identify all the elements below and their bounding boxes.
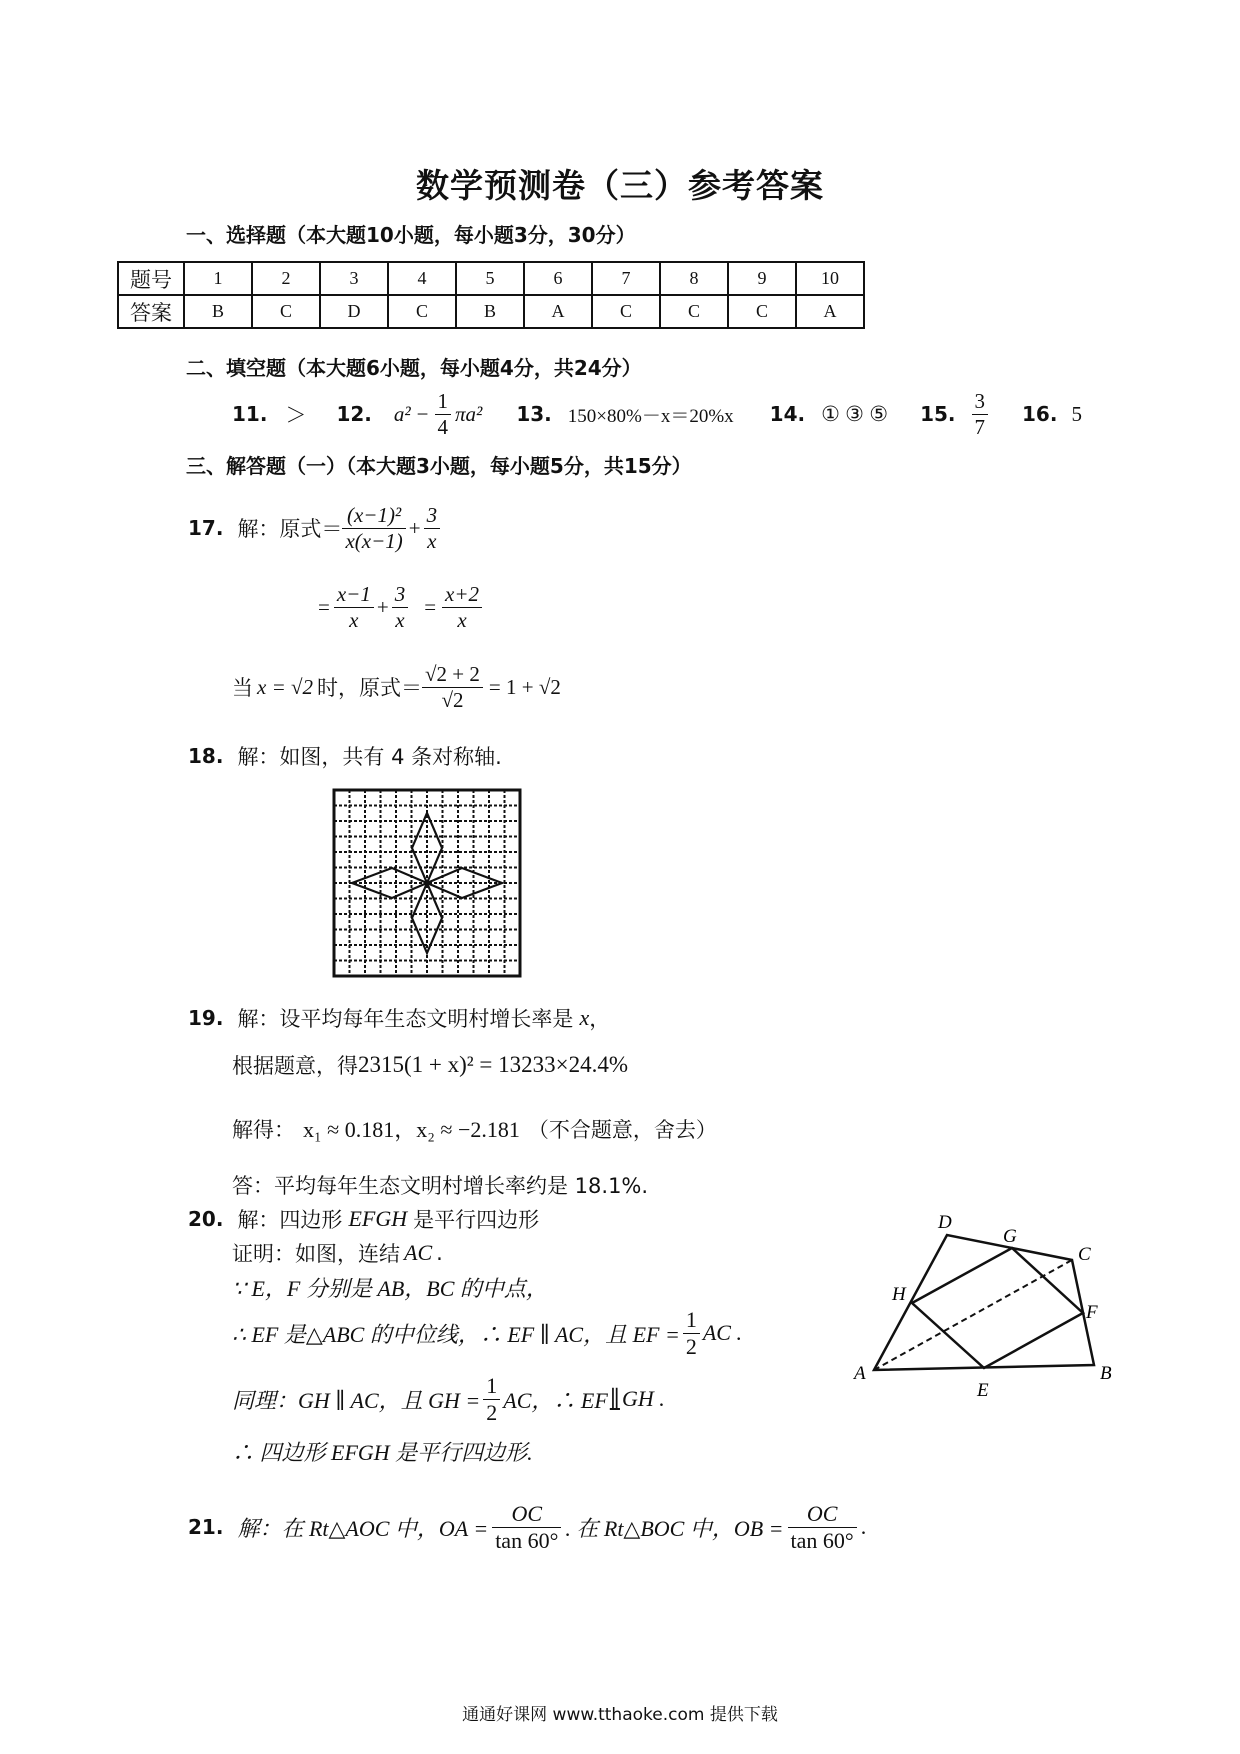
q19-l1-tail: ，: [589, 1007, 611, 1031]
q17-l2-plus: +: [376, 594, 389, 619]
q19-line1: [188, 1003, 610, 1033]
q16-number: 16.: [1022, 402, 1058, 426]
table-cell: C: [252, 295, 320, 328]
q20-l4-frac-denominator: 2: [685, 1333, 697, 1359]
q20-l2-tail: .: [436, 1241, 443, 1265]
q17-frac2-denominator: x: [427, 528, 437, 553]
table-cell: B: [456, 295, 524, 328]
table-cell: 8: [660, 262, 728, 295]
q20-line3: ∵ E，F 分别是 AB，BC 的中点，: [232, 1276, 548, 1301]
table-cell: 9: [728, 262, 796, 295]
q19-l3-equation: x₁ ≈ 0.181，x₂ ≈ −2.181: [303, 1117, 520, 1142]
q20-l5-frac: [483, 1373, 500, 1426]
q17-l3-when: 当: [232, 676, 253, 700]
page-title: 数学预测卷（三）参考答案: [416, 166, 824, 205]
q17-l3-mid: 时，原式＝: [317, 676, 423, 700]
section2-heading: 二、填空题（本大题6小题，每小题4分，共24分）: [186, 356, 642, 380]
q17-line3: [232, 655, 561, 719]
q20-l4-a: ∴ EF 是△ABC 的中位线，∴ EF ∥ AC，且 EF =: [232, 1321, 680, 1347]
q17-l3-x: x = √2: [257, 674, 314, 699]
q20-l4-frac-numerator: 1: [683, 1307, 700, 1334]
table-cell: D: [320, 295, 388, 328]
table-cell: C: [728, 295, 796, 328]
q13-number: 13.: [516, 402, 552, 426]
q17-l2-frac3-numerator: x+2: [442, 582, 482, 608]
q12-minus: −: [416, 401, 429, 426]
q17-l2-frac1-denominator: x: [349, 607, 359, 632]
q17-l2-frac2: [392, 582, 409, 633]
q17-l3-frac: [422, 662, 483, 713]
q19-l2-pre: 根据题意，得: [232, 1054, 358, 1078]
q17-intro: 解：原式＝: [237, 517, 343, 541]
q20-l2-pre: 证明：如图，连结: [232, 1242, 400, 1266]
q17-frac2-numerator: 3: [424, 503, 441, 529]
q17-frac1-denominator: x(x−1): [345, 528, 403, 553]
parallelogram-efgh: [912, 1248, 1083, 1368]
table-row-answers: [118, 295, 864, 328]
q17-frac1-numerator: (x−1)²: [342, 503, 405, 529]
q17-l2-frac3: [442, 582, 482, 633]
q20-l1-pre: 解：四边形: [237, 1208, 343, 1232]
q17-l2-frac2-denominator: x: [395, 607, 405, 632]
table-cell: 3: [320, 262, 388, 295]
table-cell: C: [592, 295, 660, 328]
q17-number: 17.: [188, 516, 224, 540]
vertex-e: E: [977, 1380, 989, 1400]
table-cell: 10: [796, 262, 864, 295]
outer-quadrilateral: [874, 1235, 1094, 1370]
q21-pre: 解：在 Rt△AOC 中，OA =: [237, 1515, 489, 1541]
q21-number: 21.: [188, 1515, 224, 1539]
q17-l2-equals: =: [318, 594, 330, 619]
q19-line2: [232, 1050, 628, 1080]
q18-text: 解：如图，共有 4 条对称轴.: [237, 745, 502, 769]
table-cell: A: [796, 295, 864, 328]
q20-l5-frac-denominator: 2: [486, 1399, 498, 1425]
q17-l2-frac1-numerator: x−1: [334, 582, 374, 608]
q21-frac2-denominator: tan 60°: [790, 1527, 854, 1553]
q21-frac2-numerator: OC: [788, 1501, 857, 1528]
q17-plus: +: [408, 515, 421, 540]
table-cell: A: [524, 295, 592, 328]
q17-l3-frac-numerator: √2 + 2: [422, 662, 483, 688]
table-row-questions: [118, 262, 864, 295]
q19-l1-x: x: [579, 1005, 590, 1030]
q20-l1-quad: EFGH: [348, 1206, 408, 1231]
table-cell: 1: [184, 262, 252, 295]
row-label-answer: 答案: [118, 295, 184, 328]
q21-mid: . 在 Rt△BOC 中，OB =: [565, 1515, 784, 1541]
q20-l5-a: 同理：GH ∥ AC，且 GH =: [232, 1387, 481, 1413]
footer-source: 通通好课网 www.tthaoke.com 提供下载: [462, 1705, 778, 1725]
q19-line3: [232, 1113, 717, 1144]
q12-frac-numerator: 1: [435, 389, 452, 415]
q18-number: 18.: [188, 744, 224, 768]
q20-l2-ac: AC: [404, 1240, 433, 1265]
quadrilateral-figure: [840, 1200, 1120, 1400]
q20-l5-b: AC，∴ EF: [503, 1387, 608, 1413]
q21-frac2: [788, 1501, 857, 1554]
vertex-g: G: [1003, 1226, 1017, 1247]
q21-frac1: [492, 1501, 561, 1554]
q12-pi-term: πa²: [455, 401, 483, 426]
q19-number: 19.: [188, 1006, 224, 1030]
section1-heading: 一、选择题（本大题10小题，每小题3分，30分）: [186, 223, 636, 247]
q20-l1-tail: 是平行四边形: [413, 1208, 540, 1232]
q12-fraction: [435, 389, 452, 440]
section3-heading: 三、解答题（一）（本大题3小题，每小题5分，共15分）: [186, 454, 692, 478]
q19-line4: 答：平均每年生态文明村增长率约是 18.1%.: [232, 1174, 649, 1198]
table-cell: 2: [252, 262, 320, 295]
q20-line1: [188, 1204, 539, 1234]
q20-number: 20.: [188, 1207, 224, 1231]
q20-line2: [232, 1238, 443, 1268]
fill-answers: [232, 384, 1082, 444]
vertex-c: C: [1078, 1244, 1091, 1265]
q20-line5: [232, 1370, 665, 1428]
q21-tail: .: [860, 1514, 867, 1539]
q19-l2-equation: 2315(1 + x)² = 13233×24.4%: [358, 1052, 629, 1077]
vertex-b: B: [1100, 1363, 1112, 1384]
q21-line: [188, 1496, 866, 1558]
q14-number: 14.: [769, 402, 806, 426]
q17-frac1: [342, 503, 405, 554]
q15-fraction: [972, 389, 989, 440]
q21-frac1-denominator: tan 60°: [495, 1527, 559, 1553]
q17-frac2: [424, 503, 441, 554]
vertex-f: F: [1086, 1302, 1098, 1323]
q18-line: [188, 741, 502, 771]
q14-answer: ① ③ ⑤: [821, 401, 889, 426]
q12-number: 12.: [336, 402, 372, 426]
q17-l2-equals2: =: [424, 594, 437, 619]
table-cell: 5: [456, 262, 524, 295]
row-label-question: 题号: [118, 262, 184, 295]
q17-l3-frac-denominator: √2: [441, 687, 464, 712]
table-cell: 6: [524, 262, 592, 295]
q17-l2-frac3-denominator: x: [457, 607, 467, 632]
q16-answer: 5: [1071, 401, 1082, 426]
vertex-d: D: [938, 1212, 952, 1233]
q17-l2-frac2-numerator: 3: [392, 582, 409, 608]
q20-l4-b: AC .: [702, 1320, 742, 1345]
q12-frac-denominator: 4: [437, 414, 449, 439]
q11-answer: ＞: [285, 403, 307, 427]
symmetry-grid-figure: [332, 788, 522, 978]
table-cell: 4: [388, 262, 456, 295]
table-cell: C: [388, 295, 456, 328]
q20-line4: [232, 1304, 742, 1362]
q17-l2-frac1: [334, 582, 374, 633]
vertex-h: H: [892, 1284, 906, 1305]
q15-frac-denominator: 7: [974, 414, 986, 439]
table-cell: 7: [592, 262, 660, 295]
q17-l3-result: = 1 + √2: [488, 674, 561, 699]
q19-l1-text: 解：设平均每年生态文明村增长率是: [237, 1007, 574, 1031]
q20-l5-frac-numerator: 1: [483, 1373, 500, 1400]
q19-l3-tail: （不合题意，舍去）: [527, 1117, 717, 1142]
vertex-a: A: [854, 1363, 866, 1384]
q13-answer: 150×80%－x＝20%x: [567, 405, 734, 427]
q20-l5-parallel-equal: ∥: [609, 1386, 620, 1411]
q20-line6: ∴ 四边形 EFGH 是平行四边形.: [232, 1440, 533, 1465]
q11-number: 11.: [232, 402, 268, 426]
table-cell: B: [184, 295, 252, 328]
q12-a-squared: a²: [393, 401, 411, 426]
table-cell: C: [660, 295, 728, 328]
q15-number: 15.: [920, 402, 956, 426]
q15-frac-numerator: 3: [972, 389, 989, 415]
answer-table: [117, 261, 865, 329]
q21-frac1-numerator: OC: [492, 1501, 561, 1528]
q17-line2: [318, 575, 482, 639]
q20-l4-frac: [683, 1307, 700, 1360]
q19-l3-pre: 解得：: [232, 1117, 295, 1142]
q20-l5-c: GH .: [621, 1386, 665, 1411]
q17-line1: [188, 496, 440, 560]
